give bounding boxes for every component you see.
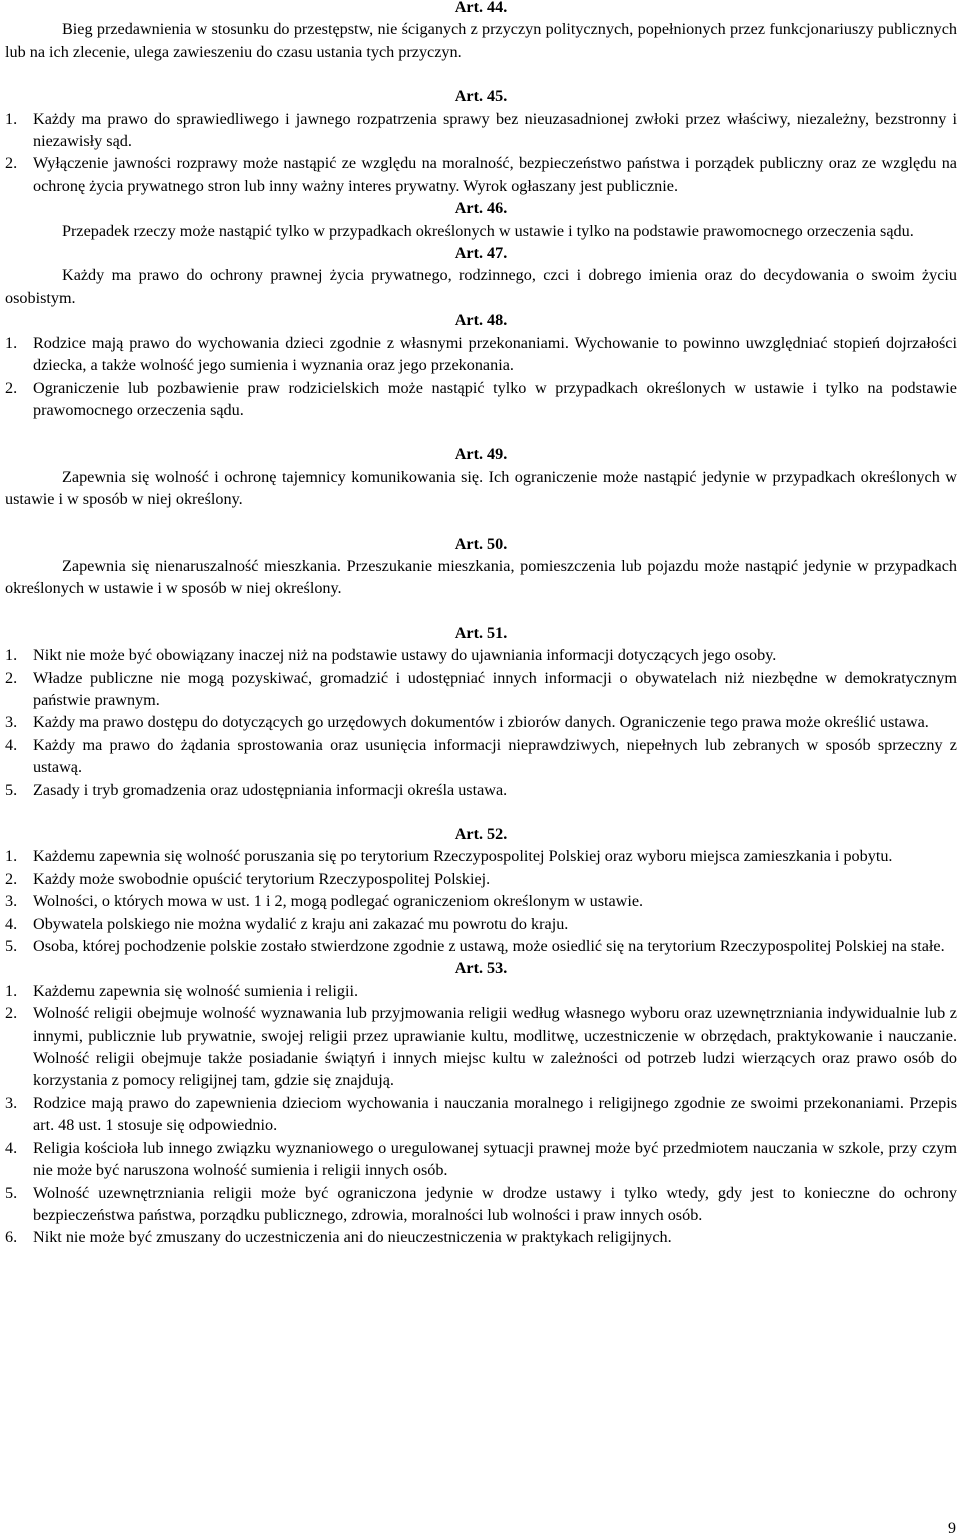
article-45-title: Art. 45. [454,87,508,106]
item-number: 5. [5,1183,18,1202]
item-number: 3. [5,1093,18,1112]
item-text: Wyłączenie jawności rozprawy może nastąpić ze względu na moralność, bezpieczeństwo państwa i porządek publiczny oraz ze względu na ochronę życia prywatnego stron lub inny ważny interes prywatny. Wyrok ogłaszany jest publicznie. [33,154,957,195]
item-text: Wolność uzewnętrzniania religii może być ograniczona jedynie w drodze ustawy i tylko wtedy, gdy jest to konieczne do ochrony bezpieczeństwa państwa, porządku publicznego, zdrowia, moralności lub wolności i praw innych osób. [33,1183,957,1224]
article-51-title: Art. 51. [454,623,508,642]
item-text: Ograniczenie lub pozbawienie praw rodzicielskich może nastąpić tylko w przypadkach określonych w ustawie i tylko na podstawie prawomocnego orzeczenia sądu. [33,378,957,419]
article-53-item-3 [5,1092,957,1137]
article-52-title: Art. 52. [454,825,508,843]
item-number: 3. [5,713,18,732]
item-number: 4. [5,914,18,933]
article-45-item-1 [5,108,957,153]
item-number: 4. [5,735,18,754]
article-47-title: Art. 47. [454,244,508,263]
item-text: Osoba, której pochodzenie polskie zostało stwierdzone zgodnie z ustawą, może osiedlić się na terytorium Rzeczypospolitej Polskiej na stałe. [33,937,945,956]
article-52-item-2 [5,868,957,890]
article-45-item-2 [5,152,957,197]
item-number: 2. [5,869,18,888]
article-52-item-3 [5,890,957,912]
article-46-text: Przepadek rzeczy może nastąpić tylko w przypadkach określonych w ustawie i tylko na podstawie prawomocnego orzeczenia sądu. [62,221,914,240]
item-text: Nikt nie może być zmuszany do uczestniczenia ani do nieuczestniczenia w praktykach religijnych. [33,1228,672,1247]
article-50-text: Zapewnia się nienaruszalność mieszkania. Przeszukanie mieszkania, pomieszczenia lub pojazdu może nastąpić jedynie w przypadkach określonych w ustawie i w sposób w niej określony. [5,556,957,598]
item-text: Nikt nie może być obowiązany inaczej niż na podstawie ustawy do ujawniania informacji dotyczących jego osoby. [33,646,777,665]
item-number: 5. [5,780,18,799]
item-text: Rodzice mają prawo do zapewnienia dzieciom wychowania i nauczania moralnego i religijnego zgodnie ze swoimi przekonaniami. Przepis art. 48 ust. 1 stosuje się odpowiednio. [33,1093,957,1135]
article-50-title: Art. 50. [454,534,508,553]
item-number: 1. [5,847,18,866]
article-48-item-2 [5,377,957,422]
item-number: 1. [5,109,18,128]
item-number: 2. [5,668,18,687]
item-number: 1. [5,646,18,665]
item-text: Każdy ma prawo do żądania sprostowania oraz usunięcia informacji nieprawdziwych, niepełnych lub zebranych w sposób sprzeczny z ustawą. [33,735,957,777]
item-text: Każdy ma prawo dostępu do dotyczących go urzędowych dokumentów i zbiorów danych. Ograniczenie tego prawa może określić ustawa. [33,713,929,732]
item-text: Rodzice mają prawo do wychowania dzieci zgodnie z własnymi przekonaniami. Wychowanie to powinno uwzględniać stopień dojrzałości dziecka, a także wolność jego sumienia i wyznania oraz jego przekonania. [33,333,957,375]
article-49-text: Zapewnia się wolność i ochronę tajemnicy komunikowania się. Ich ograniczenie może nastąpić jedynie w przypadkach określonych w ustawie i w sposób w niej określony. [5,467,957,509]
article-51-item-4 [5,734,957,779]
item-number: 1. [5,333,18,352]
item-text: Religia kościoła lub innego związku wyznaniowego o uregulowanej sytuacji prawnej może być przedmiotem nauczania w szkole, przy czym nie może być naruszona wolność sumienia i religii innych osób. [33,1138,957,1180]
article-52-item-4 [5,913,957,935]
item-number: 2. [5,378,18,397]
article-44-text: Bieg przedawnienia w stosunku do przestępstw, nie ściganych z przyczyn politycznych, popełnionych przez funkcjonariuszy publicznych lub na ich zlecenie, ulega zawieszeniu do czasu ustania tych przyczyn. [5,20,957,61]
item-text: Każdy ma prawo do sprawiedliwego i jawnego rozpatrzenia sprawy bez nieuzasadnionej zwłoki przez właściwy, niezależny, bezstronny i niezawisły sąd. [33,109,957,151]
article-46-title: Art. 46. [454,199,508,218]
article-51-item-2 [5,667,957,712]
article-51-item-3 [5,711,957,733]
item-number: 5. [5,937,18,956]
item-number: 6. [5,1228,18,1247]
item-text: Każdemu zapewnia się wolność sumienia i religii. [33,981,358,1000]
article-51-item-5 [5,779,957,801]
article-48-item-1 [5,332,957,377]
article-53-item-2 [5,1002,957,1092]
article-52-item-1 [5,845,957,867]
item-text: Wolność religii obejmuje wolność wyznawania lub przyjmowania religii według własnego wyboru oraz uzewnętrzniania indywidualnie lub z innymi, publicznie lub prywatnie, swojej religii przez uprawianie kultu, modlitwę, uczestniczenie w obrzędach, praktykowanie i nauczanie. Wolność religii obejmuje także posiadanie świątyń i innych miejsc kultu w zależności od potrzeb ludzi wierzących oraz prawo osób do korzystania z pomocy religijnej tam, gdzie się znajdują. [33,1004,957,1090]
item-number: 1. [5,981,18,1000]
page-number: 9 [948,1519,956,1537]
article-53-item-5 [5,1182,957,1227]
article-44-title: Art. 44. [454,0,508,16]
article-53-item-1 [5,980,957,1002]
item-text: Każdemu zapewnia się wolność poruszania się po terytorium Rzeczypospolitej Polskiej oraz wyboru miejsca zamieszkania i pobytu. [33,847,893,866]
item-text: Każdy może swobodnie opuścić terytorium Rzeczypospolitej Polskiej. [33,869,491,888]
item-text: Zasady i tryb gromadzenia oraz udostępniania informacji określa ustawa. [33,780,508,799]
article-53-item-6 [5,1226,957,1248]
article-52-item-5 [5,935,957,957]
article-53-title: Art. 53. [454,959,508,978]
article-49-title: Art. 49. [454,445,508,464]
article-47-text: Każdy ma prawo do ochrony prawnej życia prywatnego, rodzinnego, czci i dobrego imienia oraz do decydowania o swoim życiu osobistym. [5,266,957,307]
item-text: Władze publiczne nie mogą pozyskiwać, gromadzić i udostępniać innych informacji o obywatelach niż niezbędne w demokratycznym państwie prawnym. [33,668,957,709]
item-number: 3. [5,892,18,911]
item-number: 4. [5,1138,18,1157]
item-number: 2. [5,154,18,173]
article-53-item-4 [5,1137,957,1182]
item-number: 2. [5,1004,18,1023]
article-51-item-1 [5,644,957,666]
item-text: Obywatela polskiego nie można wydalić z kraju ani zakazać mu powrotu do kraju. [33,914,569,933]
document-page [5,0,957,1249]
article-48-title: Art. 48. [454,311,508,330]
item-text: Wolności, o których mowa w ust. 1 i 2, mogą podlegać ograniczeniom określonym w ustawie. [33,892,644,911]
